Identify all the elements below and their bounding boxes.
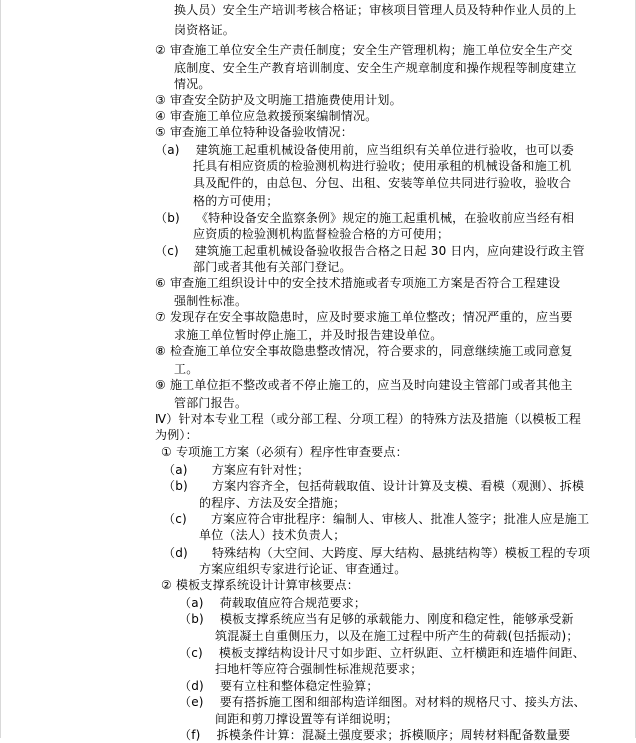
text-line: （f) 拆模条件计算：混凝土强度要求；拆模顺序；周转材料配备数量要: [179, 728, 571, 742]
text-line: ② 审查施工单位安全生产责任制度；安全生产管理机构；施工单位安全生产交: [155, 43, 573, 57]
page-left-edge: [0, 0, 1, 738]
text-line: （d) 要有立柱和整体稳定性验算；: [179, 679, 379, 693]
text-line: 底制度、安全生产教育培训制度、安全生产规章制度和操作规程等制度建立: [174, 61, 577, 75]
text-line: 单位（法人）技术负责人；: [199, 528, 346, 542]
text-line: （b) 《特种设备安全监察条例》规定的施工起重机械，在验收前应当经有相: [155, 211, 575, 225]
text-line: 间距和剪刀撑设置等有详细说明；: [215, 712, 399, 726]
text-line: ⑤ 审查施工单位特种设备验收情况：: [155, 125, 353, 139]
text-line: 筑混凝土自重侧压力，以及在施工过程中所产生的荷载(包括振动)；: [215, 629, 579, 643]
text-line: （a) 荷载取值应符合规范要求；: [179, 596, 367, 610]
text-line: 强制性标准。: [174, 294, 248, 308]
text-line: ⑧ 检查施工单位安全事故隐患整改情况，符合要求的，同意继续施工或同意复: [155, 344, 573, 358]
text-line: 岗资格证。: [174, 23, 236, 37]
text-line: ⑨ 施工单位拒不整改或者不停止施工的，应当及时向建设主管部门或者其他主: [155, 378, 573, 392]
text-line: （c) 建筑施工起重机械设备验收报告合格之日起 30 日内，应向建设行政主管: [155, 244, 585, 258]
text-line: （c) 模板支撑结构设计尺寸如步距、立杆纵距、立杆横距和连墙件间距、: [179, 646, 585, 660]
text-line: （e) 要有搭拆施工图和细部构造详细图。对材料的规格尺寸、接头方法、: [179, 695, 586, 709]
text-line: （d) 特殊结构（大空间、大跨度、厚大结构、悬挑结构等）模板工程的专项: [163, 546, 591, 560]
text-line: ⑥ 审查施工组织设计中的安全技术措施或者专项施工方案是否符合工程建设: [155, 276, 561, 290]
text-line: ③ 审查安全防护及文明施工措施费使用计划。: [155, 93, 402, 107]
text-line: 换人员）安全生产培训考核合格证；审核项目管理人员及特种作业人员的上: [174, 3, 577, 17]
text-line: 为例）：: [155, 428, 198, 442]
text-line: 部门或者其他有关部门登记。: [193, 260, 352, 274]
text-line: 方案应组织专家进行论证、审查通过。: [199, 562, 407, 576]
text-line: 情况。: [174, 77, 211, 91]
text-line: ④ 审查施工单位应急救援预案编制情况。: [155, 109, 378, 123]
text-line: （b) 方案内容齐全，包括荷载取值、设计计算及支模、看模（观测）、拆模: [163, 479, 585, 493]
text-line: ② 模板支撑系统设计计算审核要点：: [161, 578, 359, 592]
text-line: （b) 模板支撑系统应当有足够的承载能力、刚度和稳定性，能够承受新: [179, 612, 574, 626]
text-line: （a) 建筑施工起重机械设备使用前，应当组织有关单位进行验收，也可以委: [155, 143, 574, 157]
text-line: Ⅳ）针对本专业工程（或分部工程、分项工程）的特殊方法及措施（以模板工程: [155, 412, 582, 426]
text-line: 格的方可使用；: [193, 194, 279, 208]
text-line: 托具有相应资质的检验测机构进行验收；使用承租的机械设备和施工机: [193, 159, 572, 173]
text-line: 具及配件的，由总包、分包、出租、安装等单位共同进行验收，验收合: [193, 176, 572, 190]
text-line: 管部门报告。: [174, 396, 248, 410]
text-line: 应资质的检验测机构监督检验合格的方可使用；: [193, 227, 450, 241]
text-line: 求施工单位暂时停止施工，并及时报告建设单位。: [174, 328, 443, 342]
text-line: 工。: [174, 362, 199, 376]
text-line: 扫地杆等应符合强制性标准规范要求；: [215, 662, 423, 676]
text-line: 的程序、方法及安全措施；: [199, 496, 346, 510]
text-line: （a) 方案应有针对性；: [163, 463, 310, 477]
text-line: （c) 方案应符合审批程序：编制人、审核人、批准人签字；批准人应是施工: [163, 512, 590, 526]
text-line: ⑦ 发现存在安全事故隐患时，应及时要求施工单位整改；情况严重的，应当要: [155, 310, 573, 324]
text-line: ① 专项施工方案（必须有）程序性审查要点：: [161, 445, 408, 459]
